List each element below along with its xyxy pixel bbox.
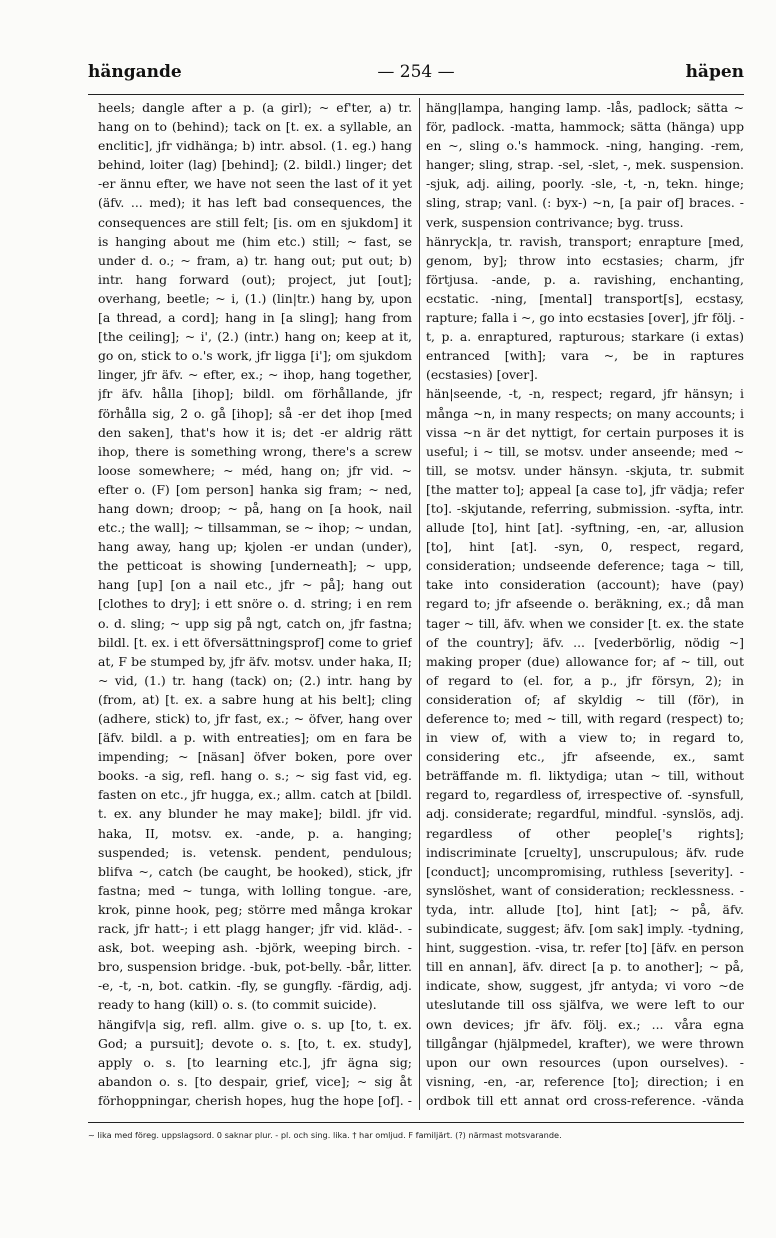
page-number: — 254 — (377, 62, 455, 82)
running-header (88, 62, 744, 90)
header-rule (88, 94, 744, 95)
dictionary-entry: hänryck|a, tr. ravish, transport; enrapture [med, genom, by]; throw into ecstasies; charm, jfr förtjusa. -ande, p. a. ravishing, enchanting, ecstatic. -ning, [mental] transport[s], ecstasy, rapture; falla i ~, go into ecstasies [over], jfr följ. -t, p. a. enraptured, rapturous; starkare (i extas) entranced [with]; vara ~, be in raptures (ecstasies) [over]. (426, 233, 744, 383)
left-guide-word: hängande (88, 62, 182, 82)
footer-rule (88, 1122, 744, 1123)
dictionary-entry: hän|seende, -t, -n, respect; regard, jfr hänsyn; i många ~n, in many respects; on many accounts; i vissa ~n är det nyttigt, for certain purposes it is useful; i ~ till, se motsv. under anseende; med ~ till, se motsv. under hänsyn. -skjuta, tr. submit [the matter to]; appeal [a case to], jfr vädja; refer [to]. -skjutande, referring, submission. -syfta, intr. allude [to], hint [at]. -syftning, -en, -ar, allusion [to], hint [at]. -syn, 0, respect, regard, consideration; undseende deference; taga ~ till, take into consideration (account); have (pay) regard to; jfr afseende o. beräkning, ex.; då man tager ~ till, äfv. when we consider [t. ex. the state of the country]; äfv. ... [vederbörlig, nödig ~] making proper (due) allowance for; af ~ till, out of regard to (el. for, a p., jfr försyn, 2); in consideration of; af skyldig ~ till (för), in deference to; med ~ till, with regard (respect) to; in view of, with a view to; in regard to, considering etc., jfr afseende, ex., samt beträffande m. fl. liktydiga; utan ~ till, without regard to, regardless of, irrespective of. -synsfull, adj. considerate; regardful, mindful. -synslös, adj. regardless of other people['s rights]; indiscriminate [cruelty], unscrupulous; äfv. rude [conduct]; uncompromising, ruthless [severity]. -synslöshet, want of consideration; recklessness. -tyda, intr. allude [to], hint [at]; ~ på, äfv. subindicate, suggest; äfv. [om sak] imply. -tydning, hint, suggestion. -visa, tr. refer [to] [äfv. en person till en annan], äfv. direct [a p. to another]; ~ på, indicate, show, suggest, jfr antyda; vi voro ~de uteslutande till oss själfva, we were left to our own devices; jfr äfv. följ. ex.; ... våra egna tillgångar (hjälpmedel, krafter), we were thrown upon our own resources (upon ourselves). -visning, -en, -ar, reference [to]; direction; i en ordbok till ett annat ord cross-reference. -vända (426, 386, 744, 1108)
dictionary-entry: hängifv|a sig, refl. allm. give o. s. up [to, t. ex. God; a pursuit]; devote o. s. [to, t. ex. study], apply o. s. [to learning etc.], jfr ägna sig; abandon o. s. [to despair, grief, vice]; ~ sig åt förhoppningar, cherish hopes, hug the hope [of]. - (98, 1016, 412, 1108)
right-guide-word: häpen (685, 62, 744, 82)
abbreviation-legend: ~ lika med föreg. uppslagsord. 0 saknar plur. - pl. och sing. lika. † har omljud. F familjärt. (?) närmast motsvarande. (88, 1130, 562, 1140)
dictionary-entry: häng|lampa, hanging lamp. -lås, padlock; sätta ~ för, padlock. -matta, hammock; sätta (hänga) upp en ~, sling o.'s hammock. -ning, hanging. -rem, hanger; sling, strap. -sel, -slet, -, mek. suspension. -sjuk, adj. ailing, poorly. -sle, -t, -n, tekn. hinge; sling, strap; vanl. (: byx-) ~n, [a pair of] braces. -verk, suspension contrivance; byg. truss. (426, 100, 744, 230)
left-column (98, 98, 412, 1110)
dictionary-entry: heels; dangle after a p. (a girl); ~ ef'ter, a) tr. hang on to (behind); tack on [t. ex. a syllable, an enclitic], jfr vidhänga; b) intr. absol. (1. eg.) hang behind, loiter (lag) [behind]; (2. bildl.) linger; det -er ännu efter, we have not seen the last of it yet (äfv. ... med); it has left bad consequences, the consequences are still felt; [is. om en sjukdom] it is hanging about me (him etc.) still; ~ fast, se under d. o.; ~ fram, a) tr. hang out; put out; b) intr. hang forward (out); project, jut [out]; overhang, beetle; ~ i, (1.) (lin|tr.) hang by, upon [a thread, a cord]; hang in [a sling]; hang from [the ceiling]; ~ i', (2.) (intr.) hang on; keep at it, go on, stick to o.'s work, jfr ligga [i']; om sjukdom linger, jfr äfv. ~ efter, ex.; ~ ihop, hang together, jfr äfv. hålla [ihop]; bildl. om förhållande, jfr förhålla sig, 2 o. gå [ihop]; så -er det ihop [med den saken], that's how it is; det -er aldrig rätt ihop, there is something wrong, there's a screw loose somewhere; ~ méd, hang on; jfr vid. ~ efter o. (F) [om person] hanka sig fram; ~ ned, hang down; droop; ~ på, hang on [a hook, nail etc.; the wall]; ~ tillsamman, se ~ ihop; ~ undan, hang away, hang up; kjolen -er undan (under), the petticoat is showing [underneath]; ~ upp, hang [up] [on a nail etc., jfr ~ på]; hang out [clothes to dry]; i ett snöre o. d. string; i en rem o. d. sling; ~ upp sig på ngt, catch on, jfr fastna; bildl. [t. ex. i ett öfversättningsprof] come to grief at, F be stumped by, jfr äfv. motsv. under haka, II; ~ vid, (1.) tr. hang (tack) on; (2.) intr. hang by (from, at) [t. ex. a sabre hung at his belt]; cling (adhere, stick) to, jfr fast, ex.; ~ öfver, hang over [äfv. bildl. a p. with entreaties]; om en fara be impending; ~ [näsan] öfver boken, pore over books. -a sig, refl. hang o. s.; ~ sig fast vid, eg. fasten on etc., jfr hugga, ex.; allm. catch at [bildl. t. ex. any blunder he may make]; bildl. jfr vid. haka, II, motsv. ex. -ande, p. a. hanging; suspended; is. vetensk. pendent, pendulous; blifva ~, catch (be caught, be hooked), stick, jfr fastna; med ~ tunga, with lolling tongue. -are, krok, pinne hook, peg; större med många krokar rack, jfr hatt-; i ett plagg hanger; jfr vid. kläd-. -ask, bot. weeping ash. -björk, weeping birch. -bro, suspension bridge. -buk, pot-belly. -bår, litter. -e, -t, -n, bot. catkin. -fly, se gungfly. -färdig, adj. ready to hang (kill) o. s. (to commit suicide). (98, 100, 412, 1013)
column-divider (419, 98, 420, 1110)
right-column (426, 98, 744, 1110)
